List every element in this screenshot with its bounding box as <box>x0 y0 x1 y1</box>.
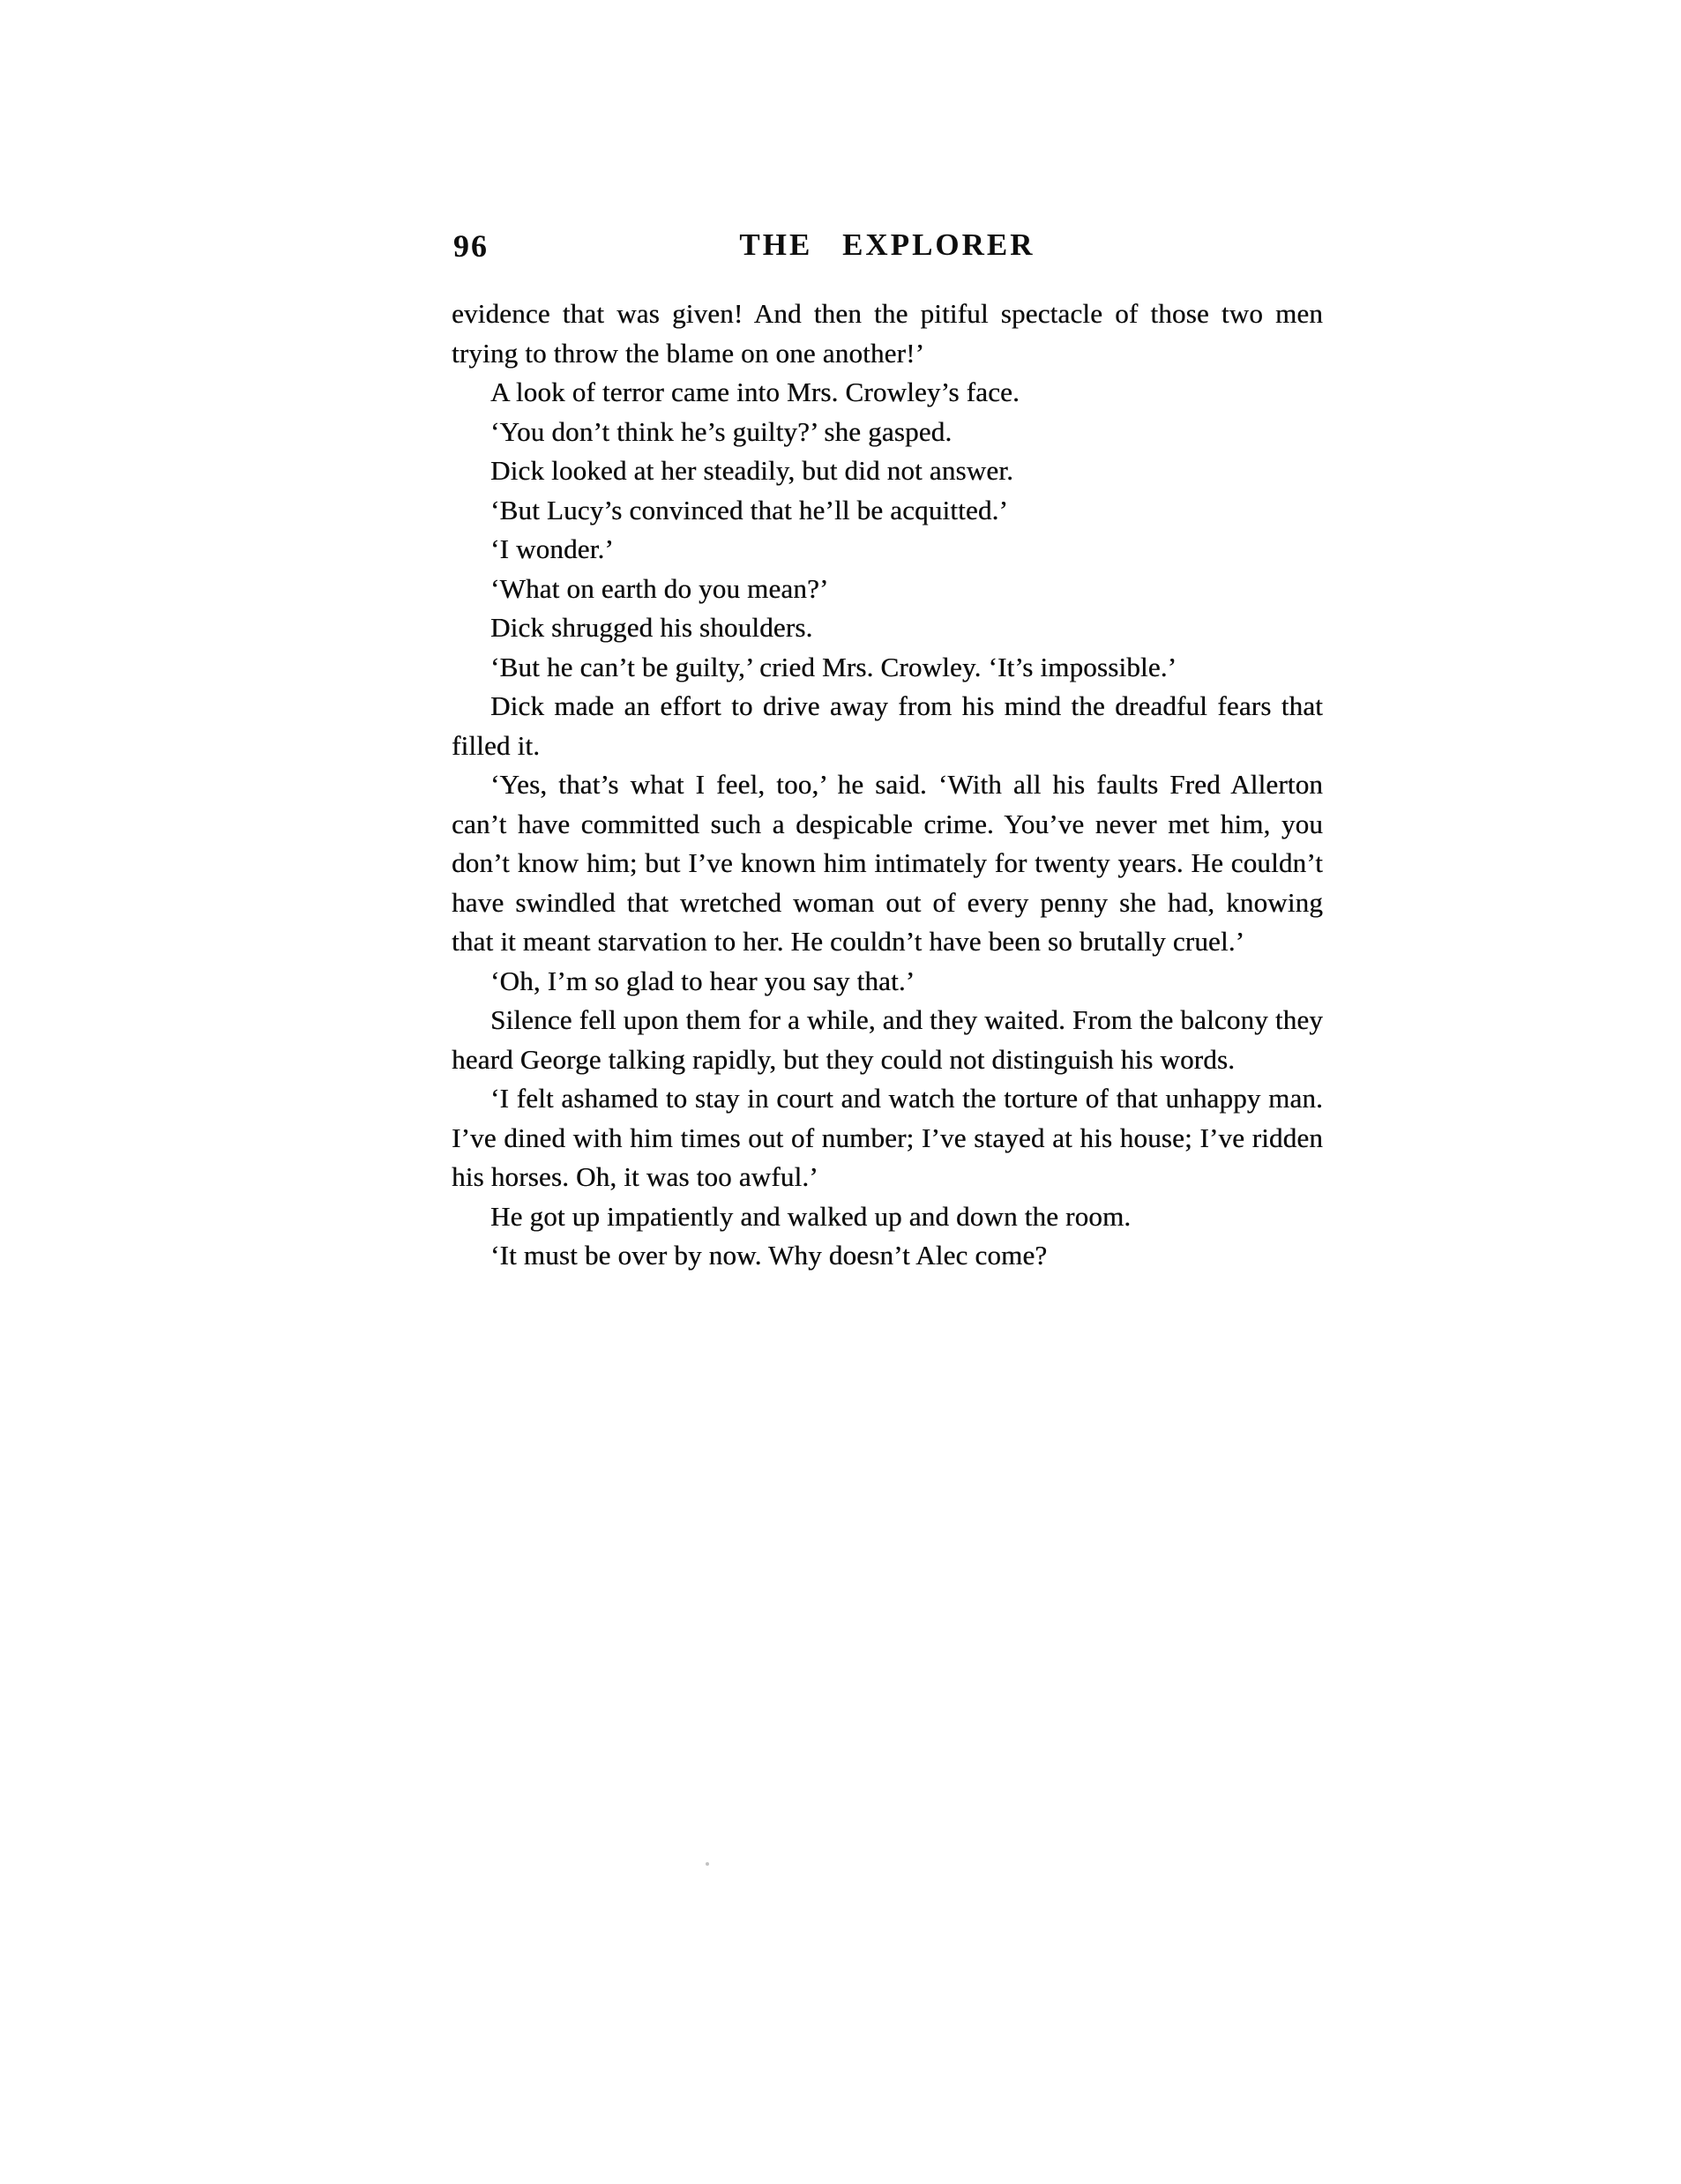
paragraph: evidence that was given! And then the pitiful spectacle of those two men trying to throw the blame on one another!’ <box>452 298 1323 369</box>
paragraph: ‘Oh, I’m so glad to hear you say that.’ <box>490 965 915 996</box>
scan-artifact-dot <box>706 1862 709 1866</box>
paragraph: ‘It must be over by now. Why doesn’t Alec come? <box>490 1240 1048 1271</box>
paragraph: Dick made an effort to drive away from his mind the dreadful fears that filled it. <box>452 690 1323 761</box>
paragraph: ‘Yes, that’s what I feel, too,’ he said. ‘With all his faults Fred Allerton can’t have committed such a despicable crime. You’ve never met him, you don’t know him; but I’ve known him intimately for twenty years. He couldn’t have swindled that wretched woman out of every penny she had, knowing that it meant starvation to her. He couldn’t have been so brutally cruel.’ <box>452 769 1323 957</box>
paragraph: Silence fell upon them for a while, and they waited. From the balcony they heard George talking rapidly, but they could not distinguish his words. <box>452 1004 1323 1075</box>
text-column <box>452 227 1323 1276</box>
paragraph: ‘What on earth do you mean?’ <box>490 572 829 604</box>
paragraph: ‘I felt ashamed to stay in court and watch the torture of that unhappy man. I’ve dined with him times out of number; I’ve stayed at his house; I’ve ridden his horses. Oh, it was too awful.’ <box>452 1083 1323 1192</box>
paragraph: A look of terror came into Mrs. Crowley’s face. <box>490 376 1020 407</box>
paragraph: ‘You don’t think he’s guilty?’ she gasped. <box>490 415 953 447</box>
paragraph: Dick looked at her steadily, but did not answer. <box>490 455 1014 486</box>
running-title: THE EXPLORER <box>739 227 1035 262</box>
paragraph: ‘But Lucy’s convinced that he’ll be acquitted.’ <box>490 494 1009 526</box>
paragraph: Dick shrugged his shoulders. <box>490 612 813 643</box>
paragraph: ‘But he can’t be guilty,’ cried Mrs. Crowley. ‘It’s impossible.’ <box>490 651 1177 682</box>
paragraph: ‘I wonder.’ <box>490 533 614 564</box>
paragraph: He got up impatiently and walked up and down the room. <box>490 1200 1132 1232</box>
page-body <box>452 294 1323 1276</box>
page-number: 96 <box>453 228 489 264</box>
page-header <box>452 227 1323 273</box>
